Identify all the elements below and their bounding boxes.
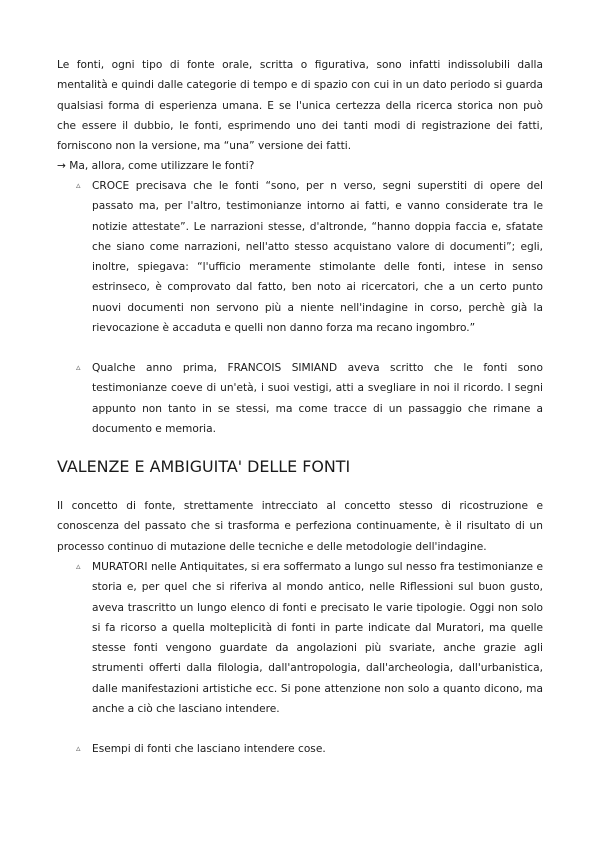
bullet-text: Qualche anno prima, FRANCOIS SIMIAND aveva scritto che le fonti sono testimonianze coeve di un'età, i suoi vestigi, atti a svegliare in noi il ricordo. I segni appunto non tanto in se stessi, ma come tracce di un passaggio che rimane a documento e memoria. xyxy=(92,362,543,435)
section-paragraph: Il concetto di fonte, strettamente intrecciato al concetto stesso di ricostruzione e conoscenza del passato che si trasforma e perfeziona continuamente, è il risultato di un processo continuo di mutazione delle tecniche e delle metodologie dell'indagine. xyxy=(57,500,543,553)
question-line xyxy=(57,156,543,176)
bullet-item-muratori xyxy=(76,557,543,719)
arrow-icon: → xyxy=(57,160,66,172)
triangle-bullet-icon: ▵ xyxy=(76,744,81,754)
bullet-item-simiand xyxy=(76,358,543,439)
bullet-item-esempi xyxy=(76,739,543,759)
bullet-text: CROCE precisava che le fonti “sono, per n verso, segni superstiti di opere del passato ma, per l'altro, testimonianze intorno ai fatti, e vanno considerate tra le notizie attestate”. Le narrazioni stesse, d'altronde, “hanno doppia faccia e, sfatate che siano come narrazioni, nell'atto stesso acquistano valore di documenti”; egli, inoltre, spiegava: “l'ufficio meramente stimolante delle fonti, intese in senso estrinseco, è comprovato dal fatto, ben noto ai ricercatori, che a un certo punto nuovi documenti non servono più a niente nell'indagine in corso, perchè già la rievocazione è accaduta e quelli non danno forza ma recano ingombro.” xyxy=(92,180,543,335)
triangle-bullet-icon: ▵ xyxy=(76,363,81,373)
intro-paragraph: Le fonti, ogni tipo di fonte orale, scritta o figurativa, sono infatti indissolubili dalla mentalità e quindi dalle categorie di tempo e di spazio con cui in un dato periodo si guarda qualsiasi forma di esperienza umana. E se l'unica certezza della ricerca storica non può che essere il dubbio, le fonti, esprimendo uno dei tanti modi di registrazione dei fatti, forniscono non la versione, ma “una” versione dei fatti. xyxy=(57,59,543,153)
question-text: Ma, allora, come utilizzare le fonti? xyxy=(69,160,255,172)
bullet-text: Esempi di fonti che lasciano intendere cose. xyxy=(92,743,326,755)
section-heading: VALENZE E AMBIGUITA' DELLE FONTI xyxy=(57,457,351,476)
triangle-bullet-icon: ▵ xyxy=(76,181,81,191)
bullet-item-croce xyxy=(76,176,543,338)
bullet-text: MURATORI nelle Antiquitates, si era soffermato a lungo sul nesso fra testimonianze e storia e, per quel che si riferiva al mondo antico, nelle Riflessioni sul buon gusto, aveva trascritto un lungo elenco di fonti e precisato le varie tipologie. Oggi non solo si fa ricorso a quella molteplicità di fonti in parte indicate dal Muratori, ma quelle stesse fonti vengono guardate da angolazioni più svariate, anche grazie agli strumenti offerti dalla filologia, dall'antropologia, dall'archeologia, dall'urbanistica, dalle manifestazioni artistiche ecc. Si pone attenzione non solo a quanto dicono, ma anche a ciò che lasciano intendere. xyxy=(92,561,543,716)
triangle-bullet-icon: ▵ xyxy=(76,562,81,572)
